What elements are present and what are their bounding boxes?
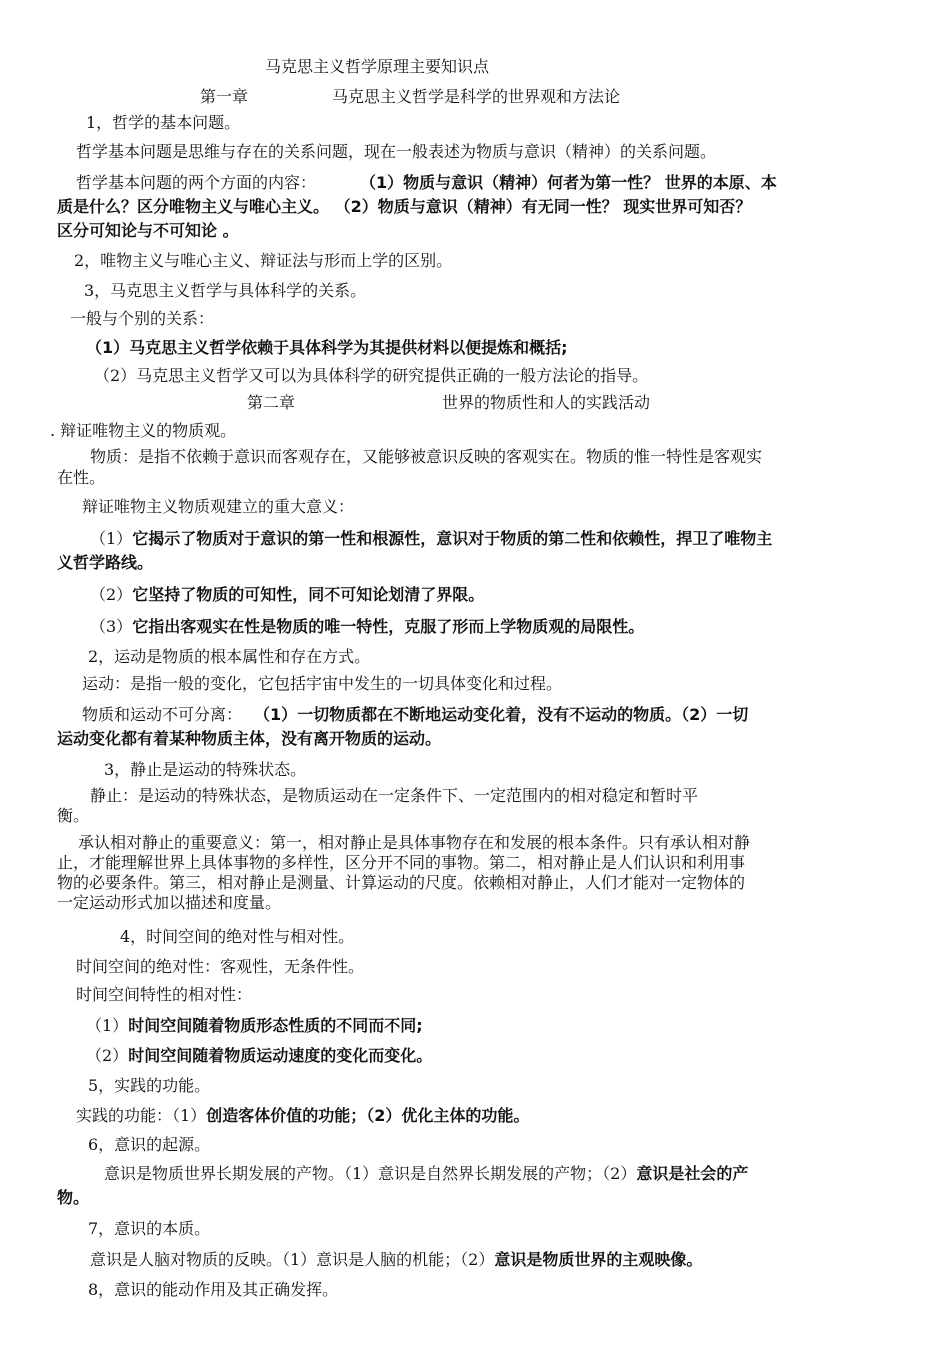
origin-line1 [104,1164,748,1184]
matter-definition-line2: 在性。 [57,468,106,487]
question-3: 3，马克思主义哲学与具体科学的关系。 [84,281,367,300]
time-space-relative-heading: 时间空间特性的相对性： [76,985,253,1004]
relation-item-2: （2）马克思主义哲学又可以为具体科学的研究提供正确的一般方法论的指导。 [94,366,649,385]
question-origin: 6，意识的起源。 [88,1135,211,1154]
relation-item-1: （1）马克思主义哲学依赖于具体科学为其提供材料以便提炼和概括; [86,338,568,357]
relation-heading: 一般与个别的关系： [70,309,215,328]
origin-line1-bold: 意识是社会的产 [636,1164,749,1183]
question-1: 1，哲学的基本问题。 [86,113,241,132]
question-initiative: 8，意识的能动作用及其正确发挥。 [88,1280,339,1299]
significance-item-1-line1 [90,529,772,549]
chapter-1-number: 第一章 [200,87,249,106]
essence-statement [90,1250,702,1270]
paragraph-basic-question: 哲学基本问题是思维与存在的关系问题，现在一般表述为物质与意识（精神）的关系问题。 [76,142,717,161]
rest-definition-line2: 衡。 [57,806,90,825]
paragraph-two-aspects-line3: 区分可知论与不可知论 。 [57,221,239,240]
motion-inseparable-lead: 物质和运动不可分离： [82,705,243,724]
motion-definition: 运动：是指一般的变化，它包括宇宙中发生的一切具体变化和过程。 [82,674,563,693]
significance-item-2-text: 它坚持了物质的可知性，同不可知论划清了界限。 [132,585,485,604]
practice-functions-lead: 实践的功能：（1） [76,1106,207,1125]
question-essence: 7，意识的本质。 [88,1219,211,1238]
question-2: 2，唯物主义与唯心主义、辩证法与形而上学的区别。 [74,251,453,270]
significance-item-2 [90,585,484,605]
rest-significance-line1: 承认相对静止的重要意义：第一，相对静止是具体事物存在和发展的根本条件。只有承认相对静 [78,833,751,852]
time-space-relative-item-1 [86,1016,423,1036]
paragraph-two-aspects-line2: 质是什么？区分唯物主义与唯心主义。 （2）物质与意识（精神）有无同一性？ 现实世界可知否？ [57,197,752,216]
significance-item-3 [90,617,644,637]
significance-item-1-number: （1） [90,529,133,548]
two-aspects-lead: 哲学基本问题的两个方面的内容： [76,173,317,192]
section-materialism-heading: . 辩证唯物主义的物质观。 [50,421,237,440]
significance-item-2-number: （2） [90,585,133,604]
time-space-absolute: 时间空间的绝对性：客观性，无条件性。 [76,957,365,976]
document-title: 马克思主义哲学原理主要知识点 [265,57,490,76]
motion-inseparable-bold: （1）一切物质都在不断地运动变化着，没有不运动的物质。（2）一切 [254,705,749,724]
question-practice: 5，实践的功能。 [88,1076,211,1095]
essence-statement-bold: 意识是物质世界的主观映像。 [494,1250,703,1269]
time-space-relative-item-2 [86,1046,432,1066]
origin-line2: 物。 [57,1188,90,1207]
matter-definition-line1: 物质：是指不依赖于意识而客观存在，又能够被意识反映的客观实在。物质的惟一特性是客观实 [90,447,763,466]
chapter-2-number: 第二章 [247,393,296,412]
significance-heading: 辩证唯物主义物质观建立的重大意义： [82,497,355,516]
time-space-item-1-text: 时间空间随着物质形态性质的不同而不同; [128,1016,423,1035]
two-aspects-bold-1: （1）物质与意识（精神）何者为第一性？ 世界的本原、本 [360,173,777,192]
rest-definition-line1: 静止：是运动的特殊状态，是物质运动在一定条件下、一定范围内的相对稳定和暂时平 [90,786,699,805]
time-space-item-1-number: （1） [86,1016,129,1035]
time-space-item-2-number: （2） [86,1046,129,1065]
question-rest: 3，静止是运动的特殊状态。 [104,760,307,779]
chapter-1-title: 马克思主义哲学是科学的世界观和方法论 [332,87,621,106]
significance-item-3-number: （3） [90,617,133,636]
practice-functions [76,1106,529,1126]
question-motion: 2，运动是物质的根本属性和存在方式。 [88,647,371,666]
motion-inseparable-line2: 运动变化都有着某种物质主体，没有离开物质的运动。 [57,729,442,748]
paragraph-two-aspects-line1 [76,173,777,193]
essence-statement-serif: 意识是人脑对物质的反映。（1）意识是人脑的机能；（2） [90,1250,495,1269]
significance-item-1-text: 它揭示了物质对于意识的第一性和根源性，意识对于物质的第二性和依赖性，捍卫了唯物主 [132,529,773,548]
motion-inseparable-line1 [82,705,748,725]
chapter-2-title: 世界的物质性和人的实践活动 [442,393,651,412]
significance-item-3-text: 它指出客观实在性是物质的唯一特性，克服了形而上学物质观的局限性。 [132,617,645,636]
time-space-item-2-text: 时间空间随着物质运动速度的变化而变化。 [128,1046,433,1065]
origin-line1-serif: 意识是物质世界长期发展的产物。（1）意识是自然界长期发展的产物；（2） [104,1164,637,1183]
rest-significance-line4: 一定运动形式加以描述和度量。 [57,893,282,912]
significance-item-1-line2: 义哲学路线。 [57,553,154,572]
question-time-space: 4，时间空间的绝对性与相对性。 [120,927,355,946]
practice-functions-bold: 创造客体价值的功能；（2）优化主体的功能。 [206,1106,530,1125]
rest-significance-line3: 物的必要条件。第三，相对静止是测量、计算运动的尺度。依赖相对静止，人们才能对一定物体的 [57,873,746,892]
rest-significance-line2: 止，才能理解世界上具体事物的多样性，区分开不同的事物。第二，相对静止是人们认识和利用事 [57,853,746,872]
